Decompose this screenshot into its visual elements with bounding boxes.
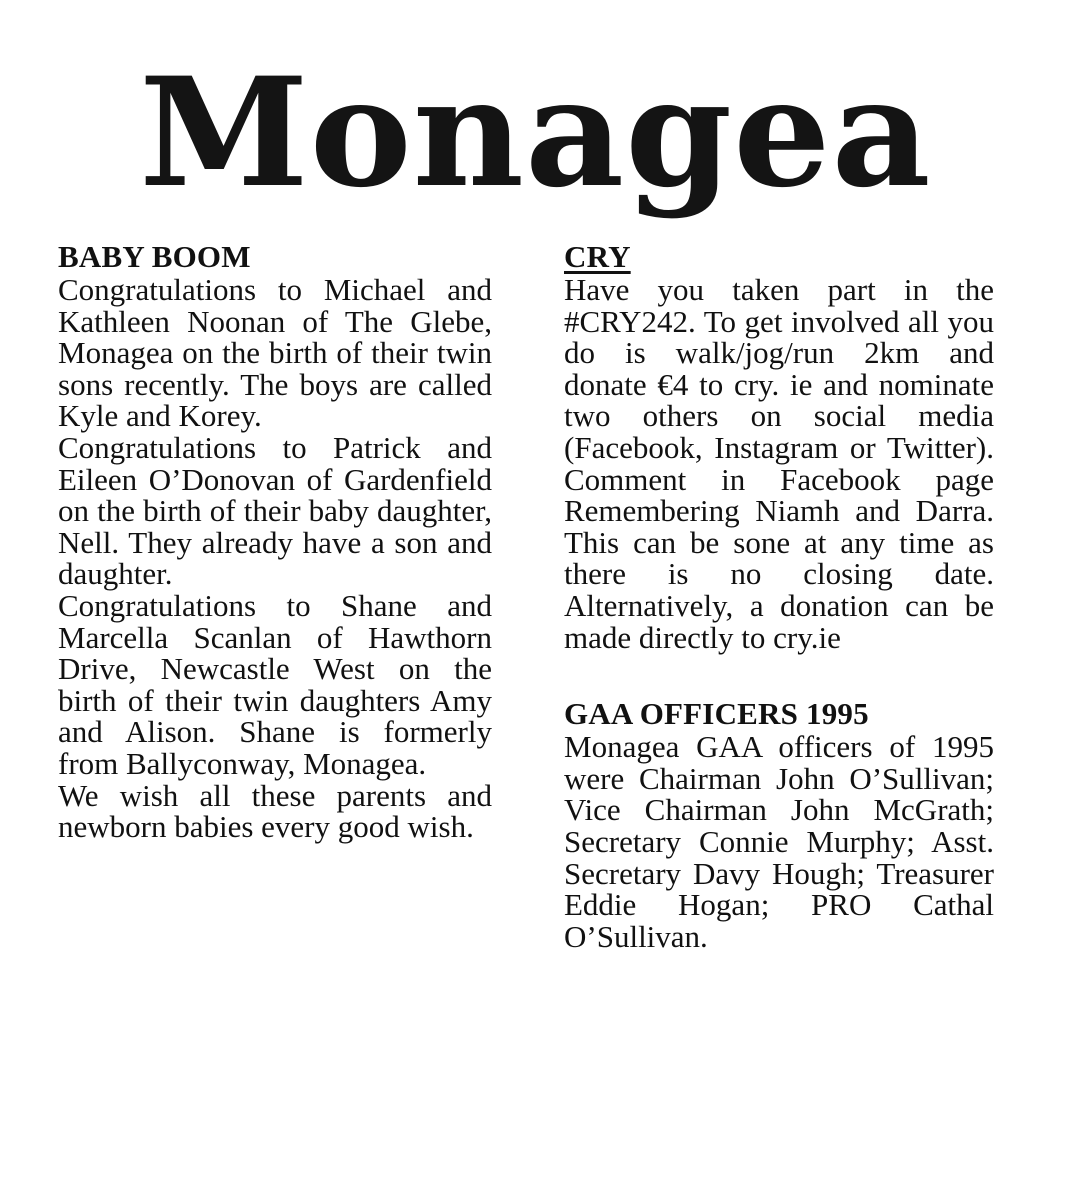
baby-boom-heading: BABY BOOM: [58, 239, 251, 274]
left-column: [58, 240, 492, 843]
baby-boom-paragraph-3: Congratulations to Shane and Marcella Scanlan of Hawthorn Drive, Newcastle West on the birth of their twin daughters Amy and Alison. Shane is formerly from Ballyconway, Monagea.: [58, 587, 492, 781]
gaa-officers-heading: GAA OFFICERS 1995: [564, 696, 869, 732]
right-column: [564, 240, 994, 952]
masthead-title: Monagea: [139, 45, 932, 221]
cry-heading: CRY: [564, 239, 631, 274]
baby-boom-paragraph-4: We wish all these parents and newborn babies every good wish.: [58, 777, 492, 845]
section-spacer: [564, 653, 994, 697]
baby-boom-paragraph-1: Congratulations to Michael and Kathleen Noonan of The Glebe, Monagea on the birth of their twin sons recently. The boys are called Kyle and Korey.: [58, 272, 492, 434]
baby-boom-paragraph-2: Congratulations to Patrick and Eileen O’Donovan of Gardenfield on the birth of their baby daughter, Nell. They already have a son and daughter.: [58, 429, 492, 592]
gaa-officers-paragraph: Monagea GAA officers of 1995 were Chairman John O’Sullivan; Vice Chairman John McGrath; Secretary Connie Murphy; Asst. Secretary Davy Hough; Treasurer Eddie Hogan; PRO Cathal O’Sullivan.: [564, 729, 994, 954]
cry-paragraph: Have you taken part in the #CRY242. To get involved all you do is walk/jog/run 2km and donate €4 to cry. ie and nominate two others on social media (Facebook, Instagram or Twitter). Comment in Facebook page Remembering Niamh and Darra. This can be sone at any time as there is no closing date. Alternatively, a donation can be made directly to cry.ie: [564, 272, 994, 655]
